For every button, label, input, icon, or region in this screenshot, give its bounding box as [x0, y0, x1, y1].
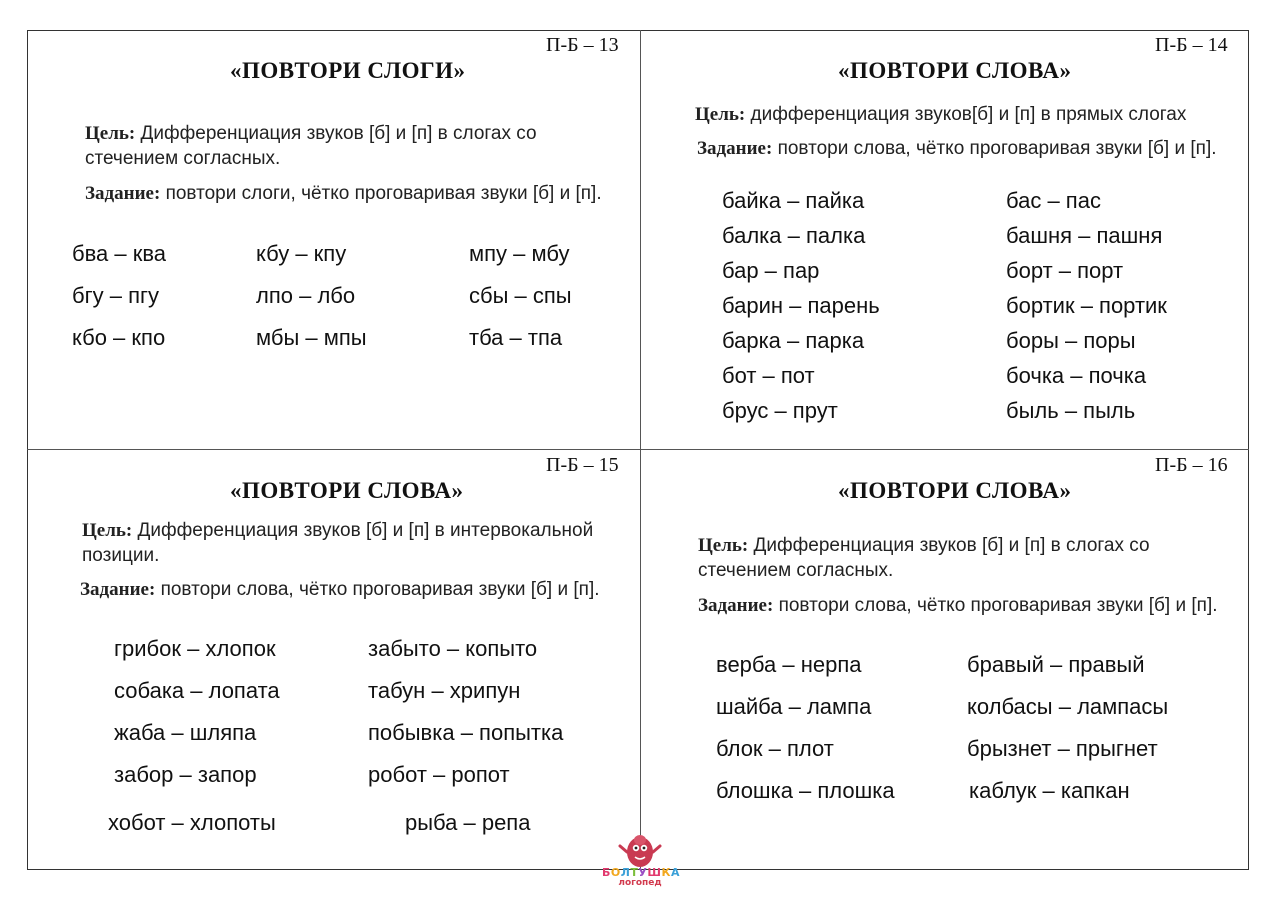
list-item: лпо – лбо: [256, 283, 356, 308]
list-item: брус – прут: [722, 398, 838, 423]
list-item: бортик – портик: [1006, 293, 1167, 318]
goal-label: Цель:: [695, 104, 746, 125]
card-goal: [85, 121, 585, 171]
list-item: шайба – лампа: [716, 694, 872, 719]
list-item: колбасы – лампасы: [967, 694, 1169, 719]
list-item: брызнет – прыгнет: [967, 736, 1158, 761]
list-item: бас – пас: [1006, 188, 1101, 213]
list-item: бочка – почка: [1006, 363, 1147, 388]
list-item: бравый – правый: [967, 652, 1145, 677]
list-item: забыто – копыто: [368, 636, 538, 661]
boltushka-logo: [602, 826, 678, 892]
goal-label: Цель:: [85, 123, 136, 144]
card-goal: [698, 533, 1198, 583]
card-code: П-Б – 15: [546, 454, 619, 476]
list-item: барин – парень: [722, 293, 880, 318]
logo-title: БОЛТУШКА: [602, 866, 680, 879]
goal-text: Дифференциация звуков [б] и [п] в интервокальной позиции.: [82, 520, 594, 566]
list-item: кбу – кпу: [256, 241, 347, 266]
task-text: повтори слова, чётко проговаривая звуки [б] и [п].: [772, 138, 1217, 159]
card-goal: [82, 518, 622, 568]
goal-text: Дифференциация звуков [б] и [п] в слогах со стечением согласных.: [698, 535, 1150, 581]
goal-text: дифференциация звуков[б] и [п] в прямых слогах: [745, 104, 1187, 125]
list-item: грибок – хлопок: [114, 636, 276, 661]
card-title: «ПОВТОРИ СЛОВА»: [230, 478, 464, 503]
mascot-icon: [602, 826, 678, 870]
card-code: П-Б – 16: [1155, 454, 1228, 476]
list-item: мпу – мбу: [469, 241, 570, 266]
list-item: бгу – пгу: [72, 283, 160, 308]
list-item: борт – порт: [1006, 258, 1124, 283]
list-item: бва – ква: [72, 241, 167, 266]
task-text: повтори слоги, чётко проговаривая звуки [б] и [п].: [160, 183, 602, 204]
list-item: мбы – мпы: [256, 325, 367, 350]
card-task: [698, 593, 1238, 618]
task-label: Задание:: [80, 579, 156, 600]
list-item: сбы – спы: [469, 283, 572, 308]
logo-subtitle: логопед: [618, 878, 662, 888]
goal-text: Дифференциация звуков [б] и [п] в слогах со стечением согласных.: [85, 123, 537, 169]
list-item: бот – пот: [722, 363, 815, 388]
goal-label: Цель:: [82, 520, 133, 541]
horizontal-divider: [27, 449, 1249, 450]
list-item: кбо – кпо: [72, 325, 166, 350]
list-item: робот – ропот: [368, 762, 510, 787]
list-item: верба – нерпа: [716, 652, 862, 677]
card-code: П-Б – 14: [1155, 34, 1228, 56]
list-item: барка – парка: [722, 328, 865, 353]
task-label: Задание:: [697, 138, 773, 159]
list-item: быль – пыль: [1006, 398, 1136, 423]
card-goal: [695, 102, 1235, 127]
list-item: байка – пайка: [722, 188, 865, 213]
list-item: боры – поры: [1006, 328, 1136, 353]
list-item: бар – пар: [722, 258, 820, 283]
list-item: блок – плот: [716, 736, 834, 761]
task-label: Задание:: [85, 183, 161, 204]
task-text: повтори слова, чётко проговаривая звуки [б] и [п].: [773, 595, 1218, 616]
task-label: Задание:: [698, 595, 774, 616]
list-item: блошка – плошка: [716, 778, 895, 803]
list-item: забор – запор: [114, 762, 257, 787]
card-title: «ПОВТОРИ СЛОВА»: [838, 58, 1072, 83]
card-title: «ПОВТОРИ СЛОВА»: [838, 478, 1072, 503]
card-task: [697, 136, 1237, 161]
list-item: собака – лопата: [114, 678, 280, 703]
card-title: «ПОВТОРИ СЛОГИ»: [230, 58, 466, 83]
card-task: [80, 577, 630, 602]
list-item: побывка – попытка: [368, 720, 564, 745]
list-item: балка – палка: [722, 223, 866, 248]
list-item: каблук – капкан: [969, 778, 1130, 803]
list-item: башня – пашня: [1006, 223, 1163, 248]
list-item: табун – хрипун: [368, 678, 521, 703]
task-text: повтори слова, чётко проговаривая звуки [б] и [п].: [155, 579, 600, 600]
list-item: тба – тпа: [469, 325, 563, 350]
list-item: хобот – хлопоты: [108, 810, 276, 835]
goal-label: Цель:: [698, 535, 749, 556]
list-item: рыба – репа: [405, 810, 531, 835]
card-code: П-Б – 13: [546, 34, 619, 56]
card-task: [85, 181, 625, 206]
vertical-divider: [640, 30, 641, 870]
list-item: жаба – шляпа: [114, 720, 257, 745]
